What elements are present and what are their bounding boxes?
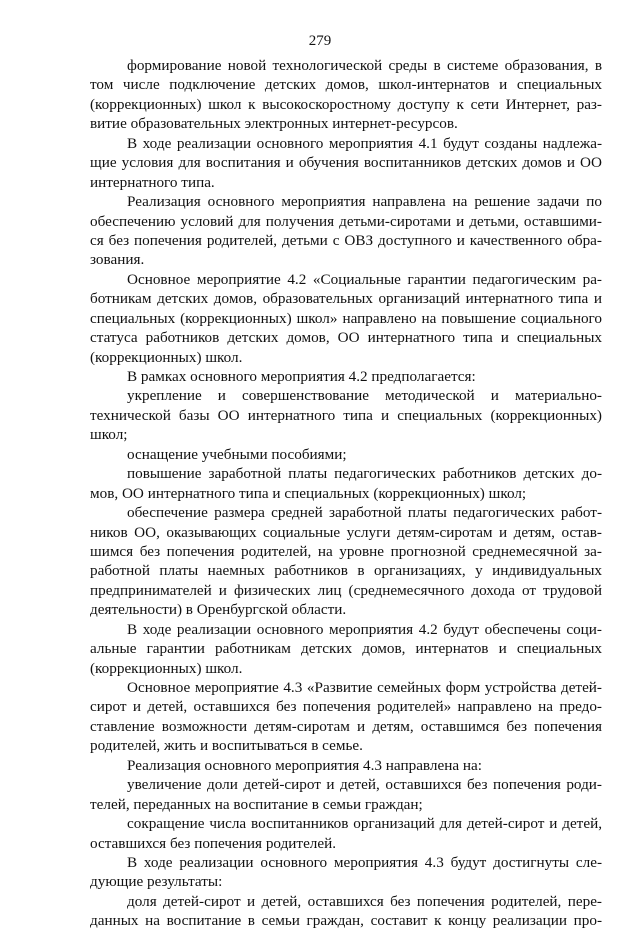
text-line: повышение заработной платы педагогических работников детских до- — [127, 465, 602, 483]
text-line: увеличение доли детей-сирот и детей, оставшихся без попечения роди- — [127, 776, 602, 794]
text-line: обеспечению условий для получения детьми-сиротами и детьми, оставшими- — [90, 212, 602, 230]
text-line: телей, переданных на воспитание в семьи граждан; — [90, 795, 423, 813]
text-line: деятельности) в Оренбургской области. — [90, 601, 347, 619]
text-line: (коррекционных) школ. — [90, 659, 243, 677]
text-line: сокращение числа воспитанников организаций для детей-сирот и детей, — [127, 815, 602, 833]
text-line: альные гарантии работникам детских домов, интернатов и специальных — [90, 640, 602, 658]
document-body-text — [90, 56, 602, 931]
page-number: 279 — [308, 33, 332, 49]
text-line: доля детей-сирот и детей, оставшихся без попечения родителей, пере- — [127, 892, 602, 910]
text-line: том числе подключение детских домов, школ-интернатов и специальных — [90, 76, 602, 94]
text-line: В рамках основного мероприятия 4.2 предполагается: — [127, 368, 476, 385]
text-line: ников ОО, оказывающих социальные услуги детям-сиротам и детям, остав- — [90, 523, 602, 541]
text-line: Основное мероприятие 4.3 «Развитие семейных форм устройства детей- — [127, 679, 602, 696]
text-line: школ; — [90, 426, 128, 444]
text-line: работной платы наемных работников в организациях, у индивидуальных — [90, 562, 602, 580]
text-line: ставление возможности детям-сиротам и детям, оставшимся без попечения — [90, 717, 602, 735]
text-line: оснащение учебными пособиями; — [127, 445, 347, 463]
text-line: дующие результаты: — [90, 873, 223, 891]
text-line: технической базы ОО интернатного типа и специальных (коррекционных) — [90, 406, 602, 424]
text-line: (коррекционных) школ к высокоскоростному доступу к сети Интернет, раз- — [90, 95, 602, 113]
text-line: статуса работников детских домов, ОО интернатного типа и специальных — [90, 329, 602, 347]
text-line: ботникам детских домов, образовательных организаций интернатного типа и — [90, 290, 602, 308]
text-line: обеспечение размера средней заработной платы педагогических работ- — [127, 504, 602, 522]
text-line: В ходе реализации основного мероприятия 4.2 будут обеспечены соци- — [127, 620, 602, 638]
text-line: В ходе реализации основного мероприятия 4.3 будут достигнуты сле- — [127, 853, 602, 871]
text-line: витие образовательных электронных интернет-ресурсов. — [90, 115, 458, 133]
text-line: родителей, жить и воспитываться в семье. — [90, 737, 363, 755]
text-line: зования. — [90, 251, 145, 269]
text-line: ся без попечения родителей, детьми с ОВЗ доступного и качественного обра- — [90, 231, 602, 249]
text-line: сирот и детей, оставшихся без попечения родителей» направлено на предо- — [90, 698, 602, 716]
text-line: В ходе реализации основного мероприятия 4.1 будут созданы надлежа- — [127, 134, 602, 152]
text-line: формирование новой технологической среды в системе образования, в — [127, 57, 602, 74]
text-line: укрепление и совершенствование методической и материально- — [127, 387, 602, 405]
text-line: данных на воспитание в семьи граждан, составит к концу реализации про- — [90, 912, 602, 930]
text-line: специальных (коррекционных) школ» направлено на повышение социального — [90, 309, 602, 327]
text-line: Реализация основного мероприятия направлена на решение задачи по — [127, 193, 602, 211]
text-line: предпринимателей и физических лиц (среднемесячного дохода от трудовой — [90, 581, 602, 599]
text-line: Реализация основного мероприятия 4.3 направлена на: — [127, 756, 482, 774]
text-line: мов, ОО интернатного типа и специальных (коррекционных) школ; — [90, 484, 527, 502]
text-line: шимся без попечения родителей, на уровне прогнозной среднемесячной за- — [90, 542, 602, 560]
text-line: Основное мероприятие 4.2 «Социальные гарантии педагогическим ра- — [127, 270, 602, 288]
text-line: оставшихся без попечения родителей. — [90, 834, 337, 852]
text-line: интернатного типа. — [90, 173, 215, 191]
text-line: щие условия для воспитания и обучения воспитанников детских домов и ОО — [90, 154, 602, 172]
text-line: (коррекционных) школ. — [90, 348, 243, 366]
